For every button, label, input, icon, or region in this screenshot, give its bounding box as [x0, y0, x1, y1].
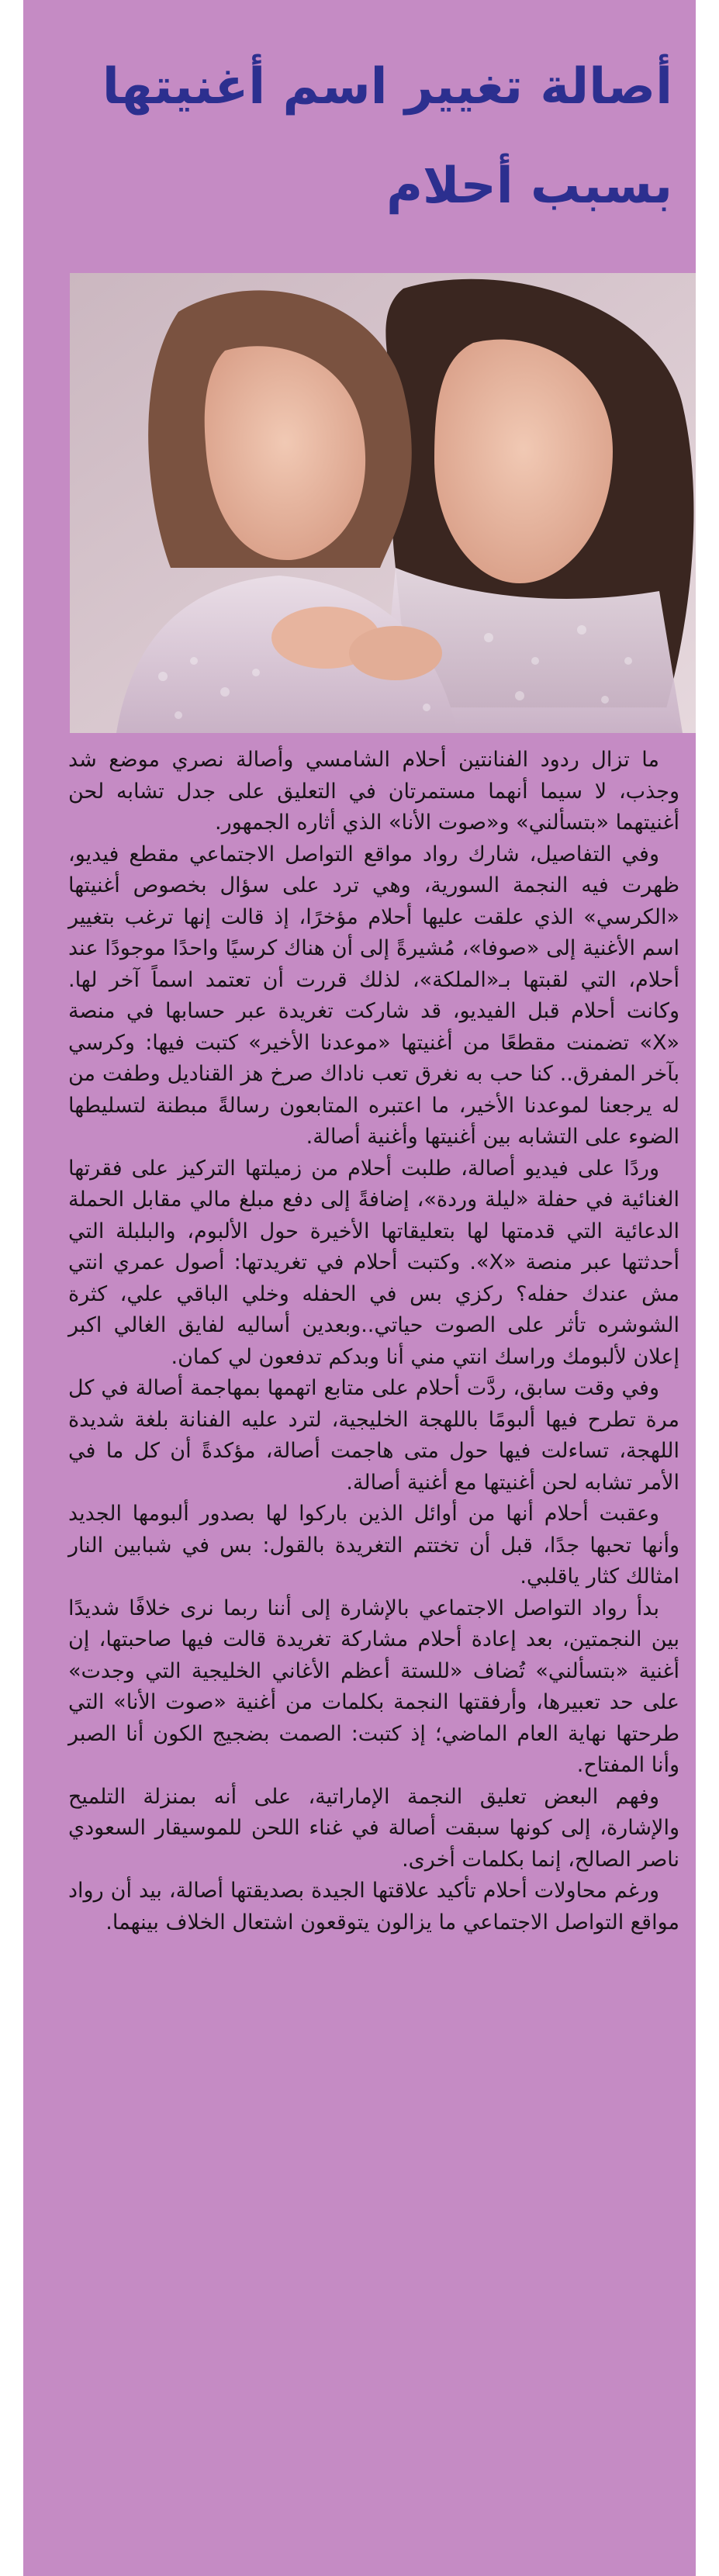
- article-paragraph: وفي وقت سابق، ردَّت أحلام على متابع اتهمها بمهاجمة أصالة في كل مرة تطرح فيها ألبومًا باللهجة الخليجية، لترد عليه الفنانة بلغة شديدة اللهجة، تساءلت فيها حول متى هاجمت أصالة، مؤكدةً أن كل ما في الأمر تشابه لحن أغنيتها مع أغنية أصالة.: [68, 1376, 679, 1495]
- article-photo: [70, 273, 696, 733]
- article-paragraph: ما تزال ردود الفنانتين أحلام الشامسي وأصالة نصري موضع شد وجذب، لا سيما أنهما مستمرتان في التعليق على جدل تشابه لحن أغنيتهما «بتسألني» و«صوت الأنا» الذي أثاره الجمهور.: [68, 748, 679, 835]
- headline: [23, 37, 696, 236]
- article-paragraph: ورغم محاولات أحلام تأكيد علاقتها الجيدة بصديقتها أصالة، بيد أن رواد مواقع التواصل الاجتماعي ما يزالون يتوقعون اشتعال الخلاف بينهما.: [68, 1879, 679, 1935]
- headline-line-2: بسبب أحلام: [386, 157, 672, 215]
- article-paragraph: وفهم البعض تعليق النجمة الإماراتية، على أنه بمنزلة التلميح والإشارة، إلى كونها سبقت أصالة في غناء اللحن للموسيقار السعودي ناصر الصالح، إنما بكلمات أخرى.: [68, 1784, 679, 1872]
- magazine-page: [23, 0, 696, 2576]
- article-paragraph: بدأ رواد التواصل الاجتماعي بالإشارة إلى أننا ربما نرى خلافًا شديدًا بين النجمتين، بعد إعادة أحلام مشاركة تغريدة قالت فيها صاحبتها، إن أغنية «بتسألني» تُضاف «للستة أعظم الأغاني الخليجية التي وجدت» على حد تعبيرها، وأرفقتها النجمة بكلمات من أغنية «صوت الأنا» التي طرحتها نهاية العام الماضي؛ إذ كتبت: الصمت بضجيج الكون أنا الصبر وأنا المفتاح.: [68, 1596, 679, 1777]
- article-paragraph: وردًا على فيديو أصالة، طلبت أحلام من زميلتها التركيز على فقرتها الغنائية في حفلة «ليلة وردة»، إضافةً إلى دفع مبلغ مالي مقابل الحملة الدعائية التي قدمتها لها بتعليقاتها الأخيرة حول الألبوم، والبلبلة التي أحدثتها عبر منصة «X». وكتبت أحلام في تغريدتها: أصول عمري انتي مش عندك حفله؟ ركزي بس في الحفله وخلي الباقي علي، كثرة الشوشره تأثر على الصوت حياتي..وبعدين أساليه لفايق الغالي اكبر إعلان لألبومك وراسك انتي مني أنا وبدكم تدفعون لي كمان.: [68, 1156, 679, 1369]
- article-paragraph: وعقبت أحلام أنها من أوائل الذين باركوا لها بصدور ألبومها الجديد وأنها تحبها جدًا، قبل أن تختتم التغريدة بالقول: بس في شبابين النار امثالك كثار ياقلبي.: [68, 1502, 679, 1589]
- article-paragraph: وفي التفاصيل، شارك رواد مواقع التواصل الاجتماعي مقطع فيديو، ظهرت فيه النجمة السورية، وهي ترد على سؤال بخصوص أغنيتها «الكرسي» الذي علقت عليها أحلام مؤخرًا، إذ قالت إنها ترغب بتغيير اسم الأغنية إلى «صوفا»، مُشيرةً إلى أن هناك كرسيًا واحدًا موجودًا عند أحلام، التي لقبتها بـ«الملكة»، لذلك قررت أن تعتمد اسماً آخر لها. وكانت أحلام قبل الفيديو، قد شاركت تغريدة عبر حسابها في منصة «X» تضمنت مقطعًا من أغنيتها «موعدنا الأخير» كتبت فيها: وكرسي بآخر المفرق.. كنا حب به نغرق تعب ناداك صرخ هز القناديل وطفت من له يرجعنا لموعدنا الأخير، ما اعتبره المتابعون رسالةً مبطنة لتسليطها الضوء على التشابه بين أغنيتها وأغنية أصالة.: [68, 842, 679, 1149]
- article-body: [68, 745, 679, 1938]
- singers-portrait-image: [70, 273, 696, 733]
- headline-line-1: أصالة تغيير اسم أغنيتها: [102, 58, 672, 116]
